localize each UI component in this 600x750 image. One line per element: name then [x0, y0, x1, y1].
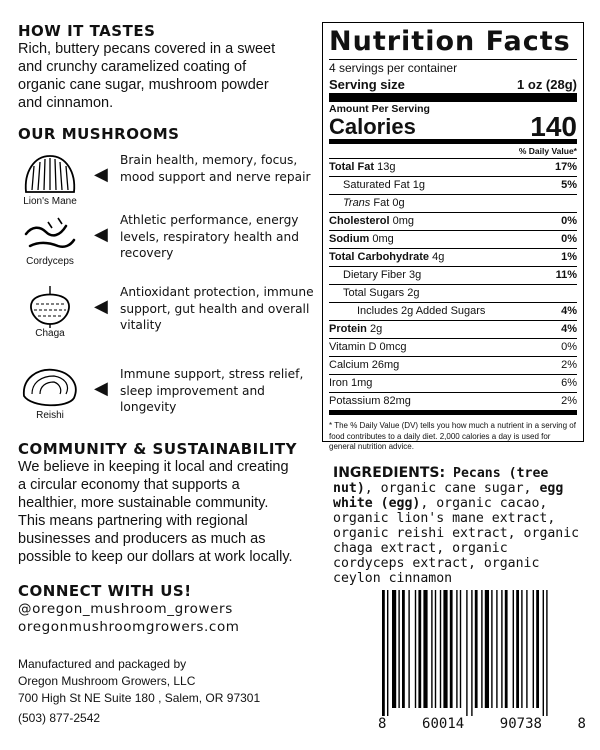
manufacturer-line: Manufactured and packaged by — [18, 657, 187, 671]
vitamin-row: Iron 1mg 6% — [329, 374, 577, 392]
barcode-bar — [501, 590, 502, 708]
mushroom-chaga — [18, 284, 318, 342]
ingredients-label: INGREDIENTS: — [333, 465, 446, 481]
barcode-bar — [435, 590, 436, 708]
manufacturer-info — [18, 656, 318, 727]
ingredients-block — [333, 466, 585, 586]
description-line: sleep improvement and longevity — [120, 383, 265, 414]
barcode-bar — [491, 590, 492, 708]
community-line: healthier, more sustainable community. — [18, 495, 269, 511]
nutrient-row: Trans Fat 0g — [329, 194, 577, 212]
community-line: businesses and producers as much as — [18, 531, 266, 547]
how-it-tastes-line: and crunchy caramelized coating of — [18, 59, 247, 75]
community-heading: COMMUNITY & SUSTAINABILITY — [18, 440, 298, 458]
mushroom-description — [120, 284, 325, 334]
barcode-bar — [496, 590, 497, 708]
calories-row — [329, 111, 577, 142]
barcode-bar — [431, 590, 432, 708]
description-line: Athletic performance, energy — [120, 213, 299, 227]
barcode-number — [378, 716, 586, 732]
serving-size-value: 1 oz (28g) — [517, 77, 577, 92]
barcode-bar — [546, 590, 547, 716]
mushroom-cordyceps — [18, 212, 318, 270]
calories-label: Calories — [329, 114, 416, 139]
mushroom-name: Reishi — [36, 410, 64, 421]
nutrient-row: Dietary Fiber 3g 11% — [329, 266, 577, 284]
barcode-bar — [440, 590, 441, 708]
barcode-bar — [418, 590, 421, 708]
nutrition-facts-panel — [322, 22, 584, 451]
our-mushrooms-heading: OUR MUSHROOMS — [18, 125, 180, 143]
calories-value: 140 — [530, 111, 577, 142]
community-line: This means partnering with regional — [18, 513, 248, 529]
vitamin-row: Calcium 26mg 2% — [329, 356, 577, 374]
nutrient-row: Sodium 0mg 0% — [329, 230, 577, 248]
mushroom-name: Cordyceps — [26, 256, 74, 267]
barcode-bar — [450, 590, 453, 708]
description-line: Antioxidant protection, immune — [120, 285, 314, 299]
mushroom-name: Chaga — [35, 328, 65, 339]
barcode-bar — [526, 590, 527, 708]
barcode-bar — [456, 590, 457, 708]
description-line: vitality — [120, 318, 162, 332]
connect-heading: CONNECT WITH US! — [18, 582, 192, 600]
barcode-bar — [475, 590, 478, 708]
description-line: levels, respiratory health and — [120, 229, 299, 244]
barcode-bar — [533, 590, 534, 708]
barcode-digit: 8 — [577, 716, 586, 732]
description-line: support, gut health and overall — [120, 301, 310, 316]
barcode-bar — [516, 590, 519, 708]
community-section — [18, 440, 318, 566]
ingredient-allergen: egg white (egg) — [333, 481, 564, 511]
arrow-left-icon: ◀ — [94, 224, 108, 244]
vitamin-row: Vitamin D 0mcg 0% — [329, 338, 577, 356]
barcode-bar — [382, 590, 385, 716]
mushroom-lions-mane — [18, 152, 318, 210]
barcode-bar — [466, 590, 467, 716]
serving-size-row — [329, 76, 577, 93]
barcode-bar — [402, 590, 405, 708]
nutrient-row: Saturated Fat 1g 5% — [329, 176, 577, 194]
servings-per-container: 4 servings per container — [329, 59, 577, 76]
mushroom-name: Lion's Mane — [23, 196, 77, 207]
barcode-bar — [513, 590, 514, 708]
how-it-tastes-line: and cinnamon. — [18, 95, 114, 111]
cordyceps-icon — [18, 212, 82, 256]
nutrient-row: Cholesterol 0mg 0% — [329, 212, 577, 230]
barcode-bar — [392, 590, 396, 708]
community-line: possible to keep our dollars at work locally. — [18, 549, 293, 565]
barcode-bar — [505, 590, 508, 708]
barcode-bar — [415, 590, 416, 708]
ingredient-text: , organic cacao, organic lion's mane extract, organic reishi extract, organic chaga extract, organic cordyceps extract, organic ceylon cinnamon — [333, 496, 580, 586]
mushroom-reishi — [18, 366, 318, 424]
arrow-left-icon: ◀ — [94, 164, 108, 184]
nutrition-title: Nutrition Facts — [329, 26, 571, 57]
barcode-digits: 90738 — [499, 716, 542, 732]
how-it-tastes-line: organic cane sugar, mushroom powder — [18, 77, 269, 93]
mushroom-description — [120, 212, 325, 262]
community-line: a circular economy that supports a — [18, 477, 240, 493]
nutrient-row: Total Carbohydrate 4g 1% — [329, 248, 577, 266]
barcode-bar — [387, 590, 388, 716]
barcode-digits: 60014 — [422, 716, 465, 732]
description-line: Brain health, memory, focus, — [120, 153, 298, 167]
lions-mane-icon — [18, 152, 82, 196]
description-line: recovery — [120, 246, 174, 260]
daily-value-header: % Daily Value* — [329, 139, 577, 158]
manufacturer-address: 700 High St NE Suite 180 , Salem, OR 97301 — [18, 691, 261, 705]
barcode-bar — [536, 590, 539, 708]
how-it-tastes-line: Rich, buttery pecans covered in a sweet — [18, 41, 276, 57]
chaga-icon — [18, 284, 82, 328]
barcode-bar — [398, 590, 399, 708]
barcode-bar — [443, 590, 447, 708]
serving-size-label: Serving size — [329, 77, 405, 92]
barcode-bar — [460, 590, 461, 708]
left-column — [18, 0, 314, 143]
mushroom-description — [120, 366, 325, 416]
reishi-icon — [18, 366, 82, 410]
description-line: mood support and nerve repair — [120, 169, 311, 184]
nutrient-row: Total Sugars 2g — [329, 284, 577, 302]
arrow-left-icon: ◀ — [94, 378, 108, 398]
website-link[interactable]: oregonmushroomgrowers.com — [18, 619, 240, 635]
nutrient-row: Total Fat 13g 17% — [329, 158, 577, 176]
dv-footnote: * The % Daily Value (DV) tells you how much a nutrient in a serving of food contributes to a daily diet. 2,000 calories a day is used for general nutrition advice. — [329, 410, 577, 453]
ingredient-text: , organic cane sugar, — [364, 481, 540, 496]
mushroom-description — [120, 152, 325, 185]
social-handle[interactable]: @oregon_mushroom_growers — [18, 601, 233, 617]
barcode-bar — [481, 590, 482, 708]
barcode-digit: 8 — [378, 716, 387, 732]
manufacturer-line: Oregon Mushroom Growers, LLC — [18, 674, 196, 688]
how-it-tastes-heading: HOW IT TASTES — [18, 22, 156, 40]
barcode-bar — [485, 590, 489, 708]
manufacturer-phone: (503) 877-2542 — [18, 711, 101, 725]
barcode-bar — [408, 590, 409, 708]
vitamin-row: Potassium 82mg 2% — [329, 392, 577, 410]
nutrient-row: Protein 2g 4% — [329, 320, 577, 338]
amount-per-serving: Amount Per Serving — [329, 93, 577, 115]
description-line: Immune support, stress relief, — [120, 367, 304, 381]
barcode-bar — [471, 590, 472, 716]
barcode — [378, 590, 586, 716]
nutrient-row: Includes 2g Added Sugars 4% — [329, 302, 577, 320]
arrow-left-icon: ◀ — [94, 296, 108, 316]
barcode-bar — [543, 590, 544, 716]
connect-section — [18, 582, 318, 636]
ingredient-allergen: Pecans (tree nut) — [333, 466, 549, 496]
barcode-bar — [521, 590, 522, 708]
community-line: We believe in keeping it local and creating — [18, 459, 289, 475]
barcode-bar — [423, 590, 427, 708]
